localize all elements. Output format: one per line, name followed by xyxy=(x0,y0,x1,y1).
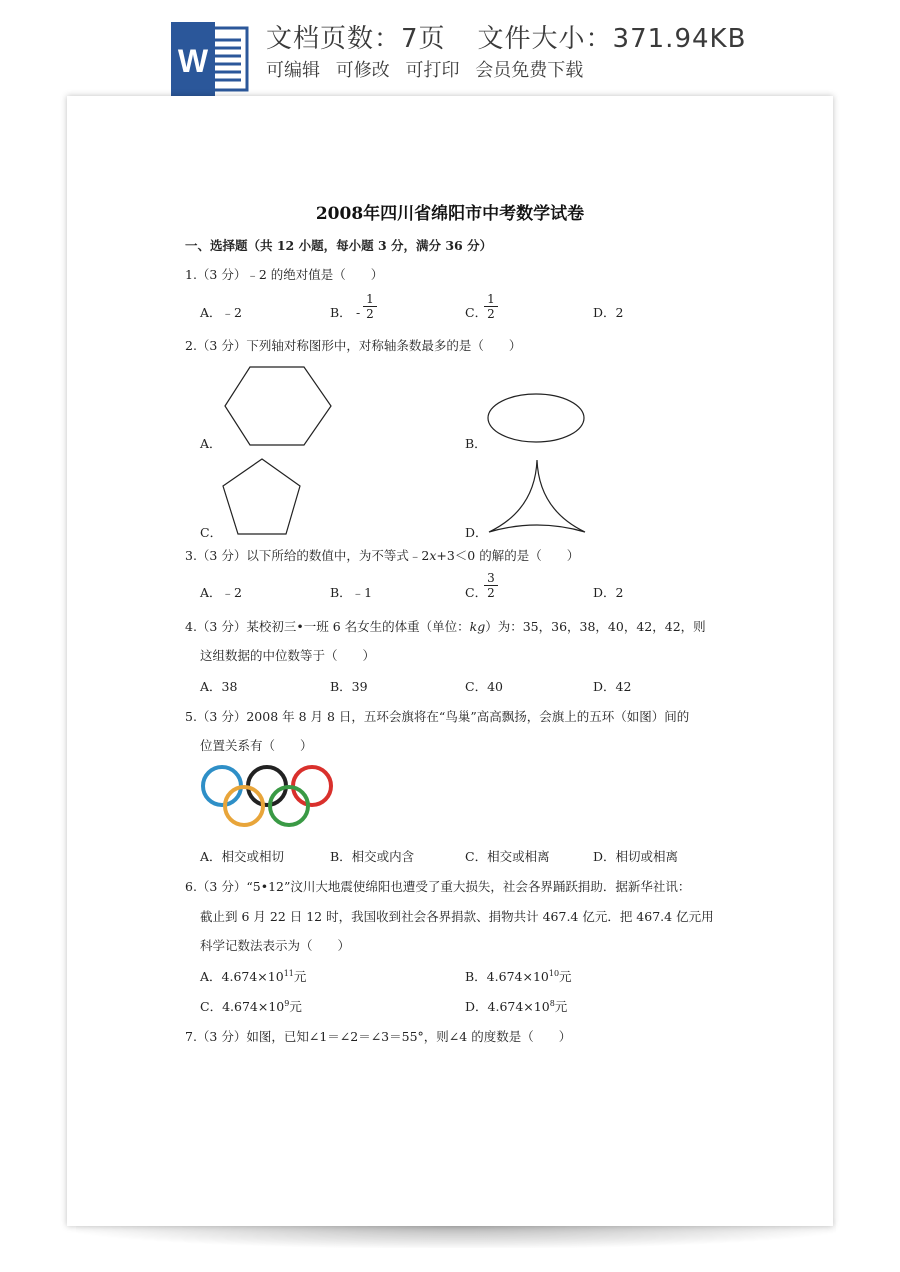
q6-c-base: C．4.674×10 xyxy=(200,999,285,1014)
q4-line1-pre: 4.（3 分）某校初三•一班 6 名女生的体重（单位： xyxy=(185,619,470,634)
q6-a-unit: 元 xyxy=(293,969,307,984)
q6-option-b xyxy=(465,967,572,985)
word-document-icon xyxy=(171,22,251,96)
q4-line1 xyxy=(185,617,706,635)
ring-blue xyxy=(203,767,241,805)
fraction-numerator: 3 xyxy=(484,571,498,586)
q6-line3: 科学记数法表示为（ ） xyxy=(200,938,351,953)
q3-stem xyxy=(185,546,579,564)
q6-a-exponent: 11 xyxy=(283,968,294,978)
feature-list xyxy=(266,56,593,82)
q6-line2: 截止到 6 月 22 日 12 时，我国收到社会各界捐款、捐物共计 467.4 亿元．把 467.4 亿元用 xyxy=(200,909,714,924)
logo-letter: W xyxy=(177,43,209,79)
q2-option-b: B． xyxy=(465,436,487,451)
q4-option-d: D．42 xyxy=(593,679,632,694)
q5-option-a: A．相交或相切 xyxy=(200,849,285,864)
q4-option-b: B．39 xyxy=(330,679,368,694)
q1-option-b-sign: - xyxy=(356,305,361,320)
q6-option-d xyxy=(465,997,567,1015)
q1-option-b-fraction xyxy=(363,292,377,321)
curved-triangle-figure xyxy=(487,458,587,536)
q4-option-a: A．38 xyxy=(200,679,238,694)
pentagon-figure xyxy=(220,456,304,538)
fraction-denominator: 2 xyxy=(366,307,374,321)
q5-option-b: B．相交或内含 xyxy=(330,849,415,864)
q5-option-c: C．相交或相离 xyxy=(465,849,550,864)
q6-c-exponent: 9 xyxy=(284,998,290,1008)
q3-option-d: D．2 xyxy=(593,585,624,600)
q6-b-exponent: 10 xyxy=(548,968,560,978)
olympic-rings-figure xyxy=(200,764,334,830)
section-heading: 一、选择题（共 12 小题，每小题 3 分，满分 36 分） xyxy=(185,238,493,253)
exam-title: 2008年四川省绵阳市中考数学试卷 xyxy=(315,204,585,224)
q3-stem-post: +3＜0 的解的是（ ） xyxy=(436,548,580,563)
q6-option-a xyxy=(200,967,306,985)
q5-option-d: D．相切或相离 xyxy=(593,849,679,864)
q4-line1-post: ）为：35，36，38，40，42，42，则 xyxy=(485,619,706,634)
q2-option-a: A． xyxy=(200,436,222,451)
q2-option-c: C． xyxy=(200,525,223,540)
feature-modifiable: 可修改 xyxy=(335,60,390,81)
document-page xyxy=(67,96,833,1226)
q1-option-a: A．﹣2 xyxy=(200,305,242,320)
download-header xyxy=(0,0,900,100)
ring-green xyxy=(270,787,308,825)
ellipse-figure xyxy=(485,391,589,447)
q6-d-unit: 元 xyxy=(554,999,568,1014)
q3-option-b: B．﹣1 xyxy=(330,585,373,600)
q6-d-base: D．4.674×10 xyxy=(465,999,550,1014)
q4-line2: 这组数据的中位数等于（ ） xyxy=(200,648,376,663)
q6-b-base: B．4.674×10 xyxy=(465,969,549,984)
feature-editable: 可编辑 xyxy=(266,60,320,81)
file-info xyxy=(266,18,746,55)
ring-yellow xyxy=(225,787,263,825)
feature-member-download: 会员免费下载 xyxy=(475,60,584,81)
q6-option-c xyxy=(200,997,302,1015)
feature-printable: 可打印 xyxy=(405,60,460,81)
q3-option-c-prefix: C． xyxy=(465,585,488,600)
q6-c-unit: 元 xyxy=(289,999,302,1014)
q7-stem: 7.（3 分）如图，已知∠1＝∠2＝∠3＝55°，则∠4 的度数是（ ） xyxy=(185,1029,572,1044)
fraction-denominator: 2 xyxy=(487,586,495,600)
q4-unit: kg xyxy=(469,619,486,634)
q3-variable: x xyxy=(429,548,437,563)
fraction-numerator: 1 xyxy=(363,292,377,307)
page-count-label: 文档页数：7页 xyxy=(266,24,446,54)
q3-option-c-fraction xyxy=(484,571,498,600)
q1-option-c-fraction xyxy=(484,292,498,321)
q5-line1: 5.（3 分）2008 年 8 月 8 日，五环会旗将在“鸟巢”高高飘扬，会旗上的五环（如图）间的 xyxy=(185,709,690,724)
q1-option-d: D．2 xyxy=(593,305,624,320)
q1-stem: 1.（3 分）﹣2 的绝对值是（ ） xyxy=(185,267,384,282)
q6-line1: 6.（3 分）“5•12”汶川大地震使绵阳也遭受了重大损失，社会各界踊跃捐助．据新华社讯： xyxy=(185,879,691,894)
q3-option-a: A．﹣2 xyxy=(200,585,242,600)
q3-stem-pre: 3.（3 分）以下所给的数值中，为不等式﹣2 xyxy=(185,548,430,563)
fraction-numerator: 1 xyxy=(484,292,498,307)
q6-a-base: A．4.674×10 xyxy=(200,969,284,984)
ring-black xyxy=(248,767,286,805)
q2-stem: 2.（3 分）下列轴对称图形中，对称轴条数最多的是（ ） xyxy=(185,338,522,353)
hexagon-figure xyxy=(217,364,337,448)
ring-red xyxy=(293,767,331,805)
file-size-label: 文件大小：371.94KB xyxy=(477,24,747,54)
q4-option-c: C．40 xyxy=(465,679,503,694)
q6-b-unit: 元 xyxy=(559,969,572,984)
q1-option-c-prefix: C． xyxy=(465,305,488,320)
q6-d-exponent: 8 xyxy=(549,998,555,1008)
q2-option-d: D． xyxy=(465,525,488,540)
q5-line2: 位置关系有（ ） xyxy=(200,738,313,753)
fraction-denominator: 2 xyxy=(487,307,495,321)
q1-option-b-prefix: B． xyxy=(330,305,352,320)
